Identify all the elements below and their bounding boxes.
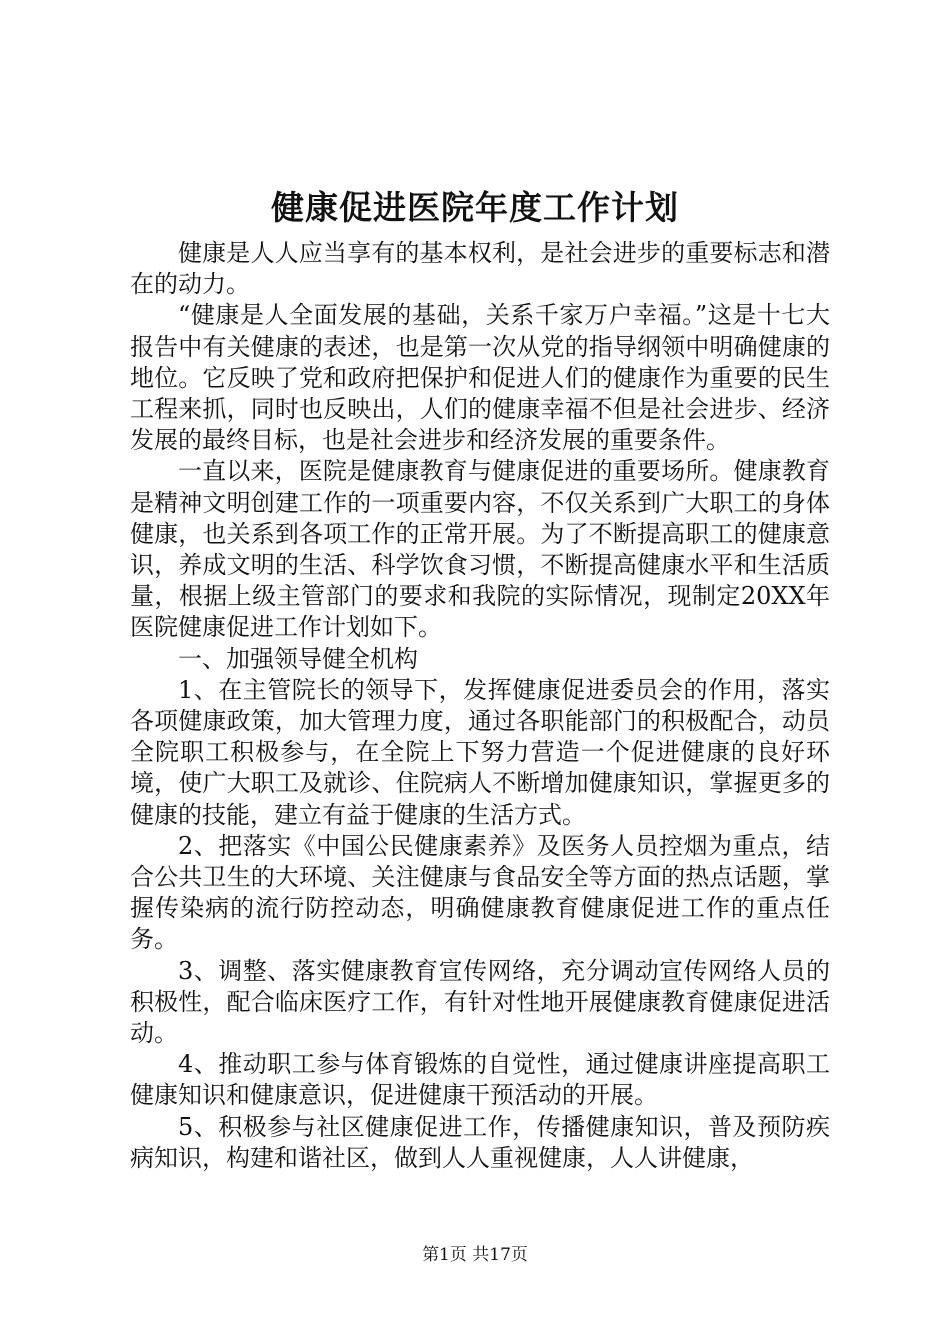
page-footer: 第1页 共17页 [422,1245,528,1265]
section-heading: 一、加强领导健全机构 [178,644,418,673]
paragraph-background: 一直以来，医院是健康教育与健康促进的重要场所。健康教育是精神文明创建工作的一项重要内容，不仅关系到广大职工的身体健康，也关系到各项工作的正常开展。为了不断提高职工的健康意识，养成文明的生活、科学饮食习惯，不断提高健康水平和生活质量，根据上级主管部门的要求和我院的实际情况，现制定20XX年医院健康促进工作计划如下。 [130,457,830,642]
list-item-5: 5、积极参与社区健康促进工作，传播健康知识，普及预防疾病知识，构建和谐社区，做到人人重视健康，人人讲健康， [130,1112,830,1172]
document-title: 健康促进医院年度工作计划 [271,188,679,227]
list-item-1: 1、在主管院长的领导下，发挥健康促进委员会的作用，落实各项健康政策，加大管理力度，通过各职能部门的积极配合，动员全院职工积极参与，在全院上下努力营造一个促进健康的良好环境，使广大职工及就诊、住院病人不断增加健康知识，掌握更多的健康的技能，建立有益于健康的生活方式。 [130,675,830,829]
paragraph-intro: 健康是人人应当享有的基本权利，是社会进步的重要标志和潜在的动力。 [130,239,830,299]
list-item-3: 3、调整、落实健康教育宣传网络，充分调动宣传网络人员的积极性，配合临床医疗工作，有针对性地开展健康教育健康促进活动。 [130,956,830,1048]
list-item-2: 2、把落实《中国公民健康素养》及医务人员控烟为重点，结合公共卫生的大环境、关注健康与食品安全等方面的热点话题，掌握传染病的流行防控动态，明确健康教育健康促进工作的重点任务。 [130,831,830,954]
document-body [130,238,830,1174]
paragraph-quote: “健康是人全面发展的基础，关系千家万户幸福。”这是十七大报告中有关健康的表述，也是第一次从党的指导纲领中明确健康的地位。它反映了党和政府把保护和促进人们的健康作为重要的民生工程来抓，同时也反映出，人们的健康幸福不但是社会进步、经济发展的最终目标，也是社会进步和经济发展的重要条件。 [130,301,830,455]
list-item-4: 4、推动职工参与体育锻炼的自觉性，通过健康讲座提高职工健康知识和健康意识，促进健康干预活动的开展。 [130,1050,830,1110]
